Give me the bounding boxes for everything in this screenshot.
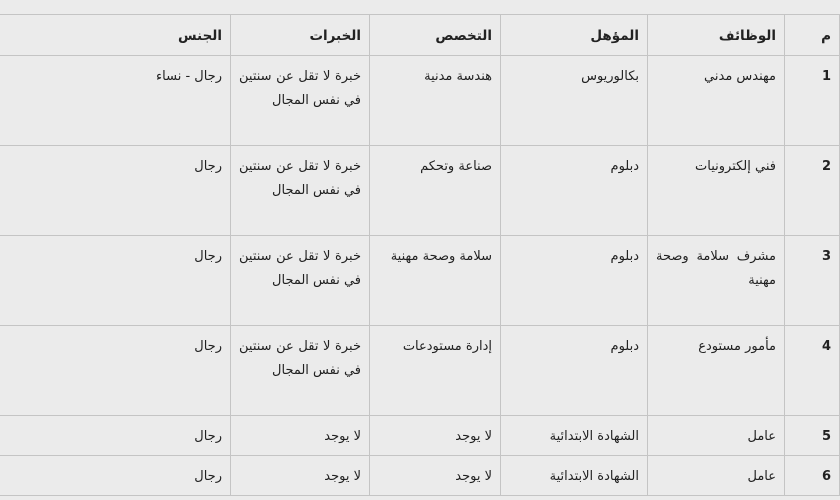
cell-qualification: الشهادة الابتدائية (501, 416, 648, 456)
cell-qualification: بكالوريوس (501, 56, 648, 146)
row-num: 1 (785, 56, 840, 146)
cell-job: فني إلكترونيات (648, 146, 785, 236)
cell-gender: رجال (0, 236, 231, 326)
cell-qualification: دبلوم (501, 236, 648, 326)
cell-job: مهندس مدني (648, 56, 785, 146)
table-row (0, 146, 840, 236)
cell-specialization: لا يوجد (370, 456, 501, 496)
row-num: 6 (785, 456, 840, 496)
cell-specialization: إدارة مستودعات (370, 326, 501, 416)
cell-job: عامل (648, 416, 785, 456)
header-gender: الجنس (0, 15, 231, 56)
cell-job: مشرف سلامة وصحة مهنية (648, 236, 785, 326)
header-experience: الخبرات (231, 15, 370, 56)
cell-job: عامل (648, 456, 785, 496)
table-row (0, 416, 840, 456)
cell-qualification: دبلوم (501, 326, 648, 416)
cell-experience: خبرة لا تقل عن سنتين في نفس المجال (231, 56, 370, 146)
header-num: م (785, 15, 840, 56)
jobs-table (0, 14, 840, 496)
cell-experience: لا يوجد (231, 456, 370, 496)
row-num: 3 (785, 236, 840, 326)
table-row (0, 326, 840, 416)
cell-gender: رجال (0, 146, 231, 236)
cell-qualification: الشهادة الابتدائية (501, 456, 648, 496)
cell-qualification: دبلوم (501, 146, 648, 236)
cell-experience: لا يوجد (231, 416, 370, 456)
header-qualification: المؤهل (501, 15, 648, 56)
cell-gender: رجال (0, 416, 231, 456)
row-num: 5 (785, 416, 840, 456)
cell-specialization: هندسة مدنية (370, 56, 501, 146)
header-specialization: التخصص (370, 15, 501, 56)
table-header-row (0, 15, 840, 56)
table-row (0, 236, 840, 326)
cell-experience: خبرة لا تقل عن سنتين في نفس المجال (231, 146, 370, 236)
row-num: 4 (785, 326, 840, 416)
table-row (0, 456, 840, 496)
cell-gender: رجال - نساء (0, 56, 231, 146)
row-num: 2 (785, 146, 840, 236)
cell-experience: خبرة لا تقل عن سنتين في نفس المجال (231, 326, 370, 416)
cell-gender: رجال (0, 326, 231, 416)
cell-gender: رجال (0, 456, 231, 496)
cell-job: مأمور مستودع (648, 326, 785, 416)
cell-experience: خبرة لا تقل عن سنتين في نفس المجال (231, 236, 370, 326)
table-row (0, 56, 840, 146)
cell-specialization: صناعة وتحكم (370, 146, 501, 236)
cell-specialization: لا يوجد (370, 416, 501, 456)
header-job: الوظائف (648, 15, 785, 56)
cell-specialization: سلامة وصحة مهنية (370, 236, 501, 326)
